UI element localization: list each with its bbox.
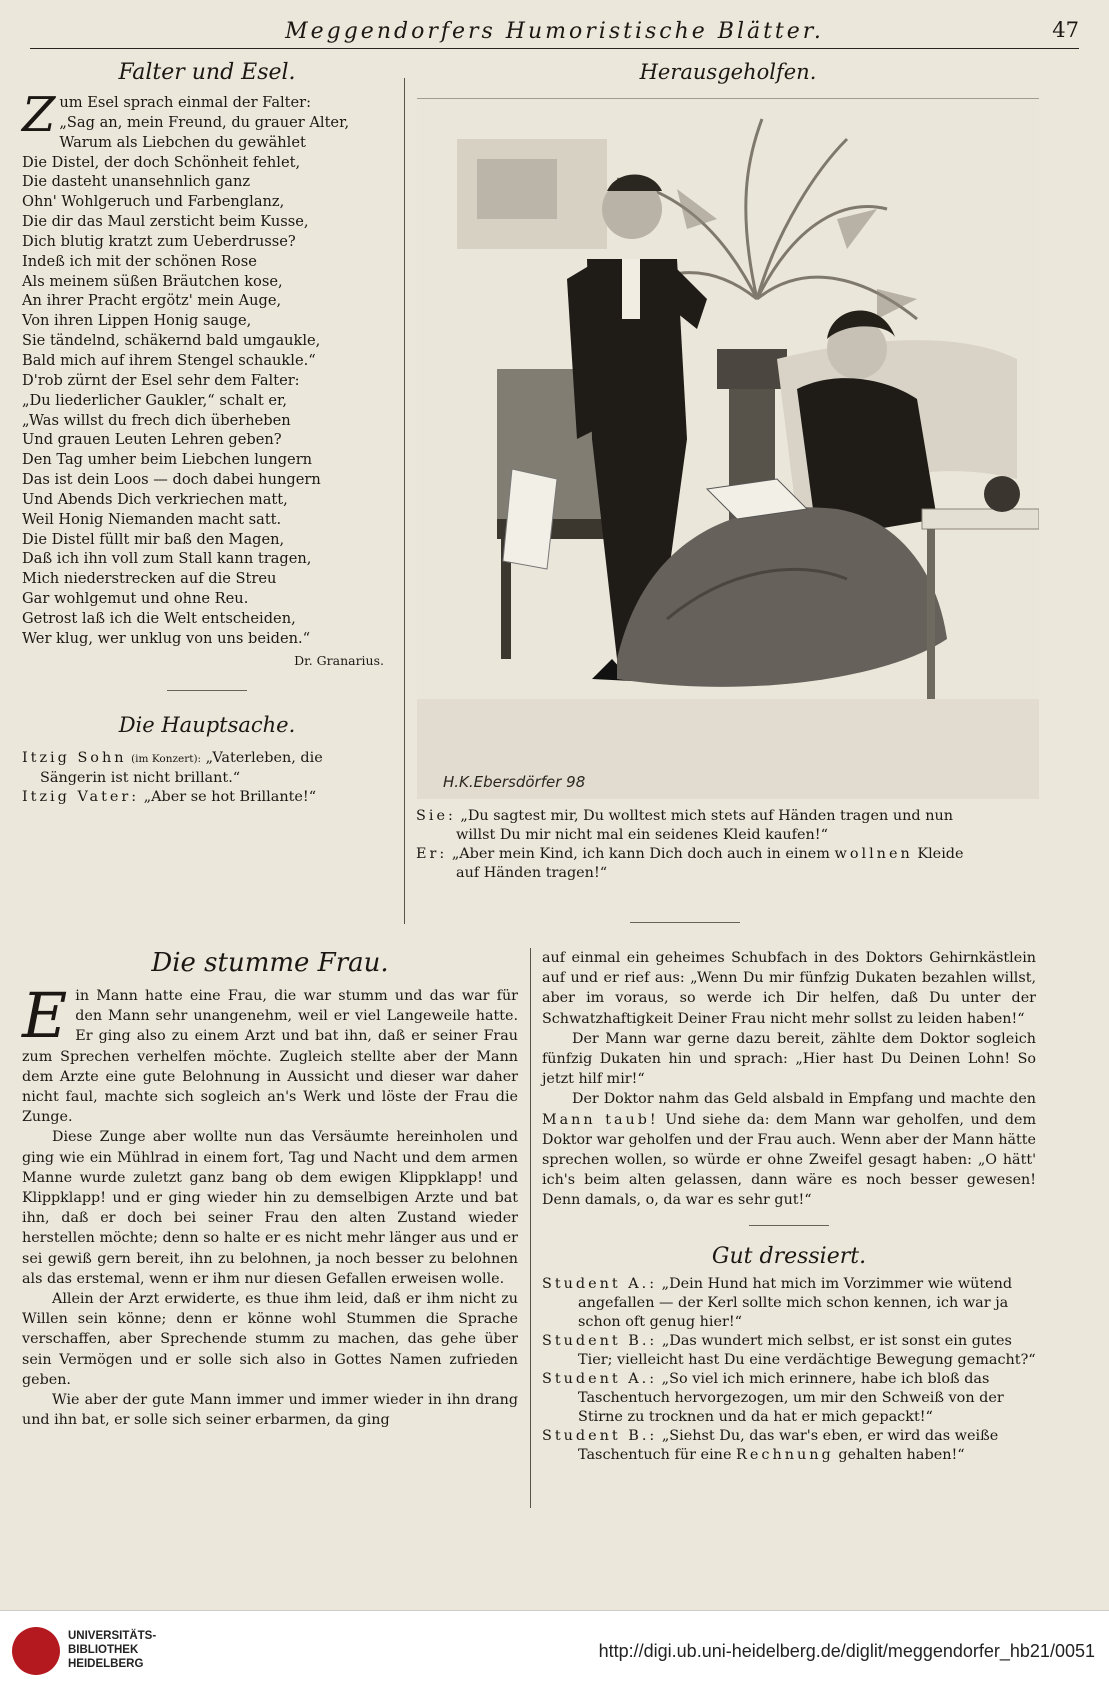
story-dropcap: E xyxy=(22,979,68,1052)
poem-line: Ohn' Wohlgeruch und Farbenglanz, xyxy=(22,193,285,211)
section-divider xyxy=(630,922,740,923)
speaker-name: Itzig Sohn xyxy=(22,749,127,766)
caption-text: Kleide xyxy=(917,846,964,862)
poem-line: um Esel sprach einmal der Falter: xyxy=(59,94,312,111)
poem-dropcap: Z xyxy=(22,87,56,143)
poem-line: Den Tag umher beim Liebchen lungern xyxy=(22,451,313,469)
dialog-text: „Siehst Du, das war's eben, er wird das weiße xyxy=(661,1427,999,1444)
poem-line: Die Distel füllt mir baß den Magen, xyxy=(22,530,285,548)
speaker-name: Student B.: xyxy=(542,1427,658,1444)
dialog-continuation: Sängerin ist nicht brillant.“ xyxy=(40,769,241,786)
story-paragraph: Allein der Arzt erwiderte, es thue ihm leid, daß er ihm nicht zu Willen sein könne; denn er könne wohl Stummen die Sprache verschaffen, aber Sprechende stumm zu machen, das gehe über sein Vermögen und er solle sich also in Gottes Namen zufrieden geben. xyxy=(22,1291,518,1388)
right-bottom-column xyxy=(542,948,1036,1465)
dialog-line xyxy=(542,1427,1036,1446)
caption-text: „Du sagtest mir, Du wolltest mich stets auf Händen tragen und nun xyxy=(460,808,953,824)
dialog-text: gehalten haben!“ xyxy=(838,1446,965,1463)
right-top-column xyxy=(412,60,1044,883)
dialog-text: „Aber se hot Brillante!“ xyxy=(143,788,317,805)
dialog-continuation: angefallen — der Kerl sollte mich schon kennen, ich war ja schon oft genug hier!“ xyxy=(578,1294,1009,1330)
speaker-name: Student B.: xyxy=(542,1332,658,1349)
poem-line: Getrost laß ich die Welt entscheiden, xyxy=(22,609,296,627)
dialog-line xyxy=(542,1370,1036,1389)
poem-line: „Sag an, mein Freund, du grauer Alter, xyxy=(59,113,350,131)
caption-line xyxy=(416,845,1044,864)
caption-continuation: auf Händen tragen!“ xyxy=(456,865,608,881)
section-divider xyxy=(167,690,247,691)
story-body-continued xyxy=(542,948,1036,1211)
dialog-text: „So viel ich mich erinnere, habe ich bloß das xyxy=(661,1370,990,1387)
story-paragraph xyxy=(22,979,518,1127)
poem-title: Falter und Esel. xyxy=(118,60,296,85)
column-rule xyxy=(404,78,405,924)
poem-line: Indeß ich mit der schönen Rose xyxy=(22,252,257,270)
emphasis-text: Rechnung xyxy=(736,1446,834,1463)
journal-title: Meggendorfers Humoristische Blätter. xyxy=(285,18,824,44)
emphasis-text: Mann taub! xyxy=(542,1111,659,1128)
illustration-caption xyxy=(412,807,1044,883)
university-logo-icon xyxy=(12,1627,60,1675)
poem-line: Von ihren Lippen Honig sauge, xyxy=(22,312,252,330)
caption-line xyxy=(416,807,1044,826)
paragraph-text: Der Doktor nahm das Geld alsbald in Empfang und machte den xyxy=(572,1091,1036,1108)
paragraph-text: in Mann hatte eine Frau, die war stumm und das war für den Mann sehr unangenehm, weil er viel Langeweile hatte. Er ging also zu einem Arzt und bat ihn, daß er seiner Frau zum Sprechen verhelfen möchte. Zugleich stellte aber der Mann dem Arzte eine gute Belohnung in Aussicht und dieser war daher nicht faul, machte sich sogleich an's Werk und löste der Frau die Zunge. xyxy=(22,988,518,1126)
illustration-drawing xyxy=(417,99,1039,799)
hauptsache-dialog xyxy=(22,749,392,807)
caption-emphasis: wollnen xyxy=(834,846,913,862)
story-body xyxy=(22,979,518,1430)
running-head xyxy=(30,14,1079,49)
illustration xyxy=(417,98,1039,799)
library-name xyxy=(68,1629,156,1671)
poem-line: Als meinem süßen Bräutchen kose, xyxy=(22,272,283,290)
poem-line: Daß ich ihn voll zum Stall kann tragen, xyxy=(22,550,312,568)
story-paragraph: Der Mann war gerne dazu bereit, zählte dem Doktor sogleich fünfzig Dukaten hin und sprach: „Hier hast Du Deinen Lohn! So jetzt hilf mir!“ xyxy=(542,1030,1036,1088)
story-title: Die stumme Frau. xyxy=(151,948,389,978)
left-bottom-column xyxy=(22,948,518,1430)
speaker-name: Sie: xyxy=(416,808,456,824)
paragraph-text: Und siehe da: dem Mann war geholfen, und dem Doktor war geholfen und der Frau auch. Wenn aber der Mann hätte sprechen wollen, so würde er ohne Zweifel gesagt haben: „O hätt' ich's beim alten gelassen, dann wäre es noch besser gewesen! Denn damals, o, da war es sehr gut!“ xyxy=(542,1111,1036,1209)
dialog-text: „Vaterleben, die xyxy=(205,749,323,766)
dialog-text: Taschentuch für eine xyxy=(578,1446,732,1463)
dialog-continuation xyxy=(542,1446,1036,1465)
dialog-line xyxy=(542,1275,1036,1294)
poem-line: Dich blutig kratzt zum Ueberdrusse? xyxy=(22,232,296,250)
poem-line: Die dir das Maul zersticht beim Kusse, xyxy=(22,213,309,231)
poem-line: Bald mich auf ihrem Stengel schaukle.“ xyxy=(22,351,316,369)
poem-author: Dr. Granarius. xyxy=(294,652,384,668)
artist-signature: H.K.Ebersdörfer 98 xyxy=(443,773,586,791)
speaker-name: Student A.: xyxy=(542,1370,658,1387)
library-name-line: HEIDELBERG xyxy=(68,1658,144,1670)
hauptsache-title: Die Hauptsache. xyxy=(118,712,296,737)
poem-line: An ihrer Pracht ergötz' mein Auge, xyxy=(22,292,282,310)
page-number: 47 xyxy=(1052,18,1079,42)
gut-dressiert-dialog xyxy=(542,1275,1036,1465)
poem-line: „Du liederlicher Gaukler,“ schalt er, xyxy=(22,391,287,409)
caption-text: „Aber mein Kind, ich kann Dich doch auch in einem xyxy=(451,846,830,862)
dialog-line xyxy=(22,749,392,769)
poem-line: Mich niederstrecken auf die Streu xyxy=(22,570,277,588)
stage-note: (im Konzert): xyxy=(131,752,202,765)
poem-line: Und Abends Dich verkriechen matt, xyxy=(22,490,288,508)
dialog-line xyxy=(22,788,392,807)
story-paragraph: Wie aber der gute Mann immer und immer wieder in ihn drang und ihn bat, er solle sich seiner erbarmen, da ging xyxy=(22,1392,518,1429)
speaker-name: Student A.: xyxy=(542,1275,658,1292)
poem-line: Warum als Liebchen du gewählet xyxy=(59,133,306,151)
story-paragraph xyxy=(542,1089,1036,1210)
poem-line: Die Distel, der doch Schönheit fehlet, xyxy=(22,153,301,171)
poem-line: Sie tändelnd, schäkernd bald umgaukle, xyxy=(22,332,321,350)
section-divider xyxy=(749,1225,829,1226)
herausgeholfen-title: Herausgeholfen. xyxy=(639,60,817,84)
left-top-column xyxy=(22,60,392,807)
poem-line: Wer klug, wer unklug von uns beiden.“ xyxy=(22,629,311,647)
gut-dressiert-title: Gut dressiert. xyxy=(711,1243,867,1269)
caption-continuation: willst Du mir nicht mal ein seidenes Kleid kaufen!“ xyxy=(456,827,828,843)
poem-line: Gar wohlgemut und ohne Reu. xyxy=(22,590,249,608)
library-name-line: BIBLIOTHEK xyxy=(68,1644,139,1656)
story-paragraph: auf einmal ein geheimes Schubfach in des Doktors Gehirnkästlein auf und er rief aus: „Wenn Du mir fünfzig Dukaten bezahlen willst, aber im voraus, so werde ich Dir helfen, daß Du unter der Schwatzhaftigkeit Deiner Frau nicht mehr sollst zu leiden haben!“ xyxy=(542,950,1036,1027)
dialog-text: „Das wundert mich selbst, er ist sonst ein gutes xyxy=(661,1332,1012,1349)
poem-line: Weil Honig Niemanden macht satt. xyxy=(22,510,282,528)
dialog-text: „Dein Hund hat mich im Vorzimmer wie wütend xyxy=(661,1275,1013,1292)
poem-line: Die dasteht unansehnlich ganz xyxy=(22,173,251,191)
speaker-name: Itzig Vater: xyxy=(22,788,140,805)
speaker-name: Er: xyxy=(416,846,448,862)
story-paragraph: Diese Zunge aber wollte nun das Versäumte hereinholen und ging wie ein Mühlrad in einem fort, Tag und Nacht und dem armen Manne wurde zuletzt ganz bang ob dem ewigen Klippklapp! und Klippklapp! und er ging wieder hin zu demselbigen Arzte und bat ihn, daß er doch bei seiner Frau den alten Zustand wieder herstellen möchte; denn so halte er es nicht mehr länger aus und er sei gewiß gern bereit, ihn zu belohnen, ja noch besser zu belohnen als das erstemal, wenn er ihm nur diesen Gefallen erweisen wolle. xyxy=(22,1129,518,1287)
dialog-continuation: Taschentuch hervorgezogen, um mir den Schweiß von der Stirne zu trocknen und da hat er mich gepackt!“ xyxy=(578,1389,1004,1425)
poem-line: Und grauen Leuten Lehren geben? xyxy=(22,431,282,449)
viewer-footer xyxy=(0,1610,1109,1690)
source-url-link[interactable]: http://digi.ub.uni-heidelberg.de/diglit/meggendorfer_hb21/0051 xyxy=(598,1641,1095,1661)
dialog-line xyxy=(542,1332,1036,1351)
library-name-line: UNIVERSITÄTS- xyxy=(68,1630,157,1642)
poem-line: „Was willst du frech dich überheben xyxy=(22,411,291,429)
poem-line: D'rob zürnt der Esel sehr dem Falter: xyxy=(22,371,300,389)
poem-line: Das ist dein Loos — doch dabei hungern xyxy=(22,471,321,489)
dialog-continuation: Tier; vielleicht hast Du eine verdächtige Bewegung gemacht?“ xyxy=(578,1351,1036,1368)
poem-body xyxy=(22,87,392,649)
column-rule xyxy=(530,948,531,1508)
